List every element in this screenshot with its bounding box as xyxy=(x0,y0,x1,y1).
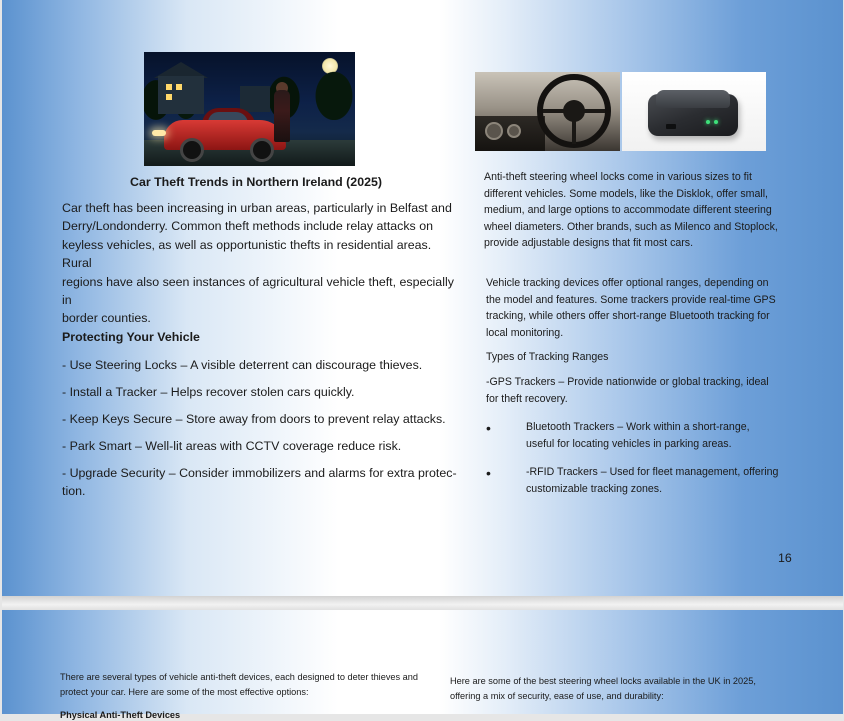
intro-paragraph xyxy=(62,199,462,328)
text-line: border counties. xyxy=(62,311,151,326)
page-divider xyxy=(2,596,843,610)
status-led xyxy=(714,120,718,124)
tracker-top xyxy=(656,90,730,108)
gauge xyxy=(485,122,503,140)
car-wheel xyxy=(180,138,204,162)
steering-wheel-image xyxy=(475,72,620,151)
lit-window xyxy=(176,84,182,90)
status-led xyxy=(706,120,710,124)
devices-intro xyxy=(60,670,440,701)
text-line: Derry/Londonderry. Common theft methods include relay attacks on xyxy=(62,219,433,234)
locks-paragraph xyxy=(484,169,784,252)
text-line: Car theft has been increasing in urban areas, particularly in Belfast and xyxy=(62,201,452,215)
gauge xyxy=(507,124,521,138)
tip-item: - Use Steering Locks – A visible deterrent can discourage thieves. xyxy=(62,358,423,372)
page-16 xyxy=(2,0,843,596)
house xyxy=(158,76,204,114)
cut-off-heading: Physical Anti-Theft Devices xyxy=(60,710,181,720)
text-line: the model and features. Some trackers provide real-time GPS xyxy=(486,293,776,306)
text-line: useful for locating vehicles in parking areas. xyxy=(526,437,732,450)
text-line: -RFID Trackers – Used for fleet management, offering xyxy=(526,466,779,478)
text-line: local monitoring. xyxy=(486,326,564,339)
text-line: tion. xyxy=(62,484,86,499)
text-line: -GPS Trackers – Provide nationwide or global tracking, ideal xyxy=(486,376,769,388)
rfid-item xyxy=(526,464,786,497)
text-line: tracking, while others offer short-range Bluetooth tracking for xyxy=(486,310,770,323)
text-line: medium, and large options to accommodate different steering xyxy=(484,204,772,217)
text-line: protect your car. Here are some of the most effective options: xyxy=(60,687,309,698)
tip-item xyxy=(62,464,462,501)
text-line: regions have also seen instances of agricultural vehicle theft, especially in xyxy=(62,274,454,308)
protect-heading: Protecting Your Vehicle xyxy=(62,330,200,344)
ranges-heading: Types of Tracking Ranges xyxy=(486,351,609,363)
text-line: offering a mix of security, ease of use, and durability: xyxy=(450,691,664,702)
tip-item: - Install a Tracker – Helps recover stolen cars quickly. xyxy=(62,385,355,399)
text-line: Here are some of the best steering wheel locks available in the UK in 2025, xyxy=(450,676,756,686)
usb-port xyxy=(666,124,676,129)
lit-window xyxy=(166,84,172,90)
thief-figure xyxy=(274,90,290,142)
bullet-icon: • xyxy=(486,465,491,481)
wheel-hub xyxy=(563,100,585,122)
lit-window xyxy=(166,94,172,100)
tip-item: - Park Smart – Well-lit areas with CCTV coverage reduce risk. xyxy=(62,439,402,453)
text-line: provide adjustable designs that fit most cars. xyxy=(484,237,694,250)
bluetooth-item xyxy=(526,419,786,452)
tracking-paragraph xyxy=(486,275,786,341)
text-line: Bluetooth Trackers – Work within a short-range, xyxy=(526,421,750,433)
locks-intro xyxy=(450,674,810,705)
tip-item: - Keep Keys Secure – Store away from doors to prevent relay attacks. xyxy=(62,412,446,426)
text-line: customizable tracking zones. xyxy=(526,482,663,495)
text-line: There are several types of vehicle anti-theft devices, each designed to deter thieves and xyxy=(60,672,419,682)
text-line: wheel diameters. Other brands, such as Milenco and Stoplock, xyxy=(484,220,778,233)
house xyxy=(240,86,270,112)
bullet-icon: • xyxy=(486,420,491,436)
text-line: - Upgrade Security – Consider immobilizers and alarms for extra protec- xyxy=(62,466,457,480)
headlight xyxy=(152,130,166,136)
text-line: keyless vehicles, as well as opportunistic thefts in residential areas. Rural xyxy=(62,237,432,271)
car-theft-night-image xyxy=(144,52,355,166)
tracker-device-image xyxy=(622,72,766,151)
text-line: different vehicles. Some models, like the Disklok, offer small, xyxy=(484,187,768,200)
text-line: for theft recovery. xyxy=(486,392,568,405)
page-number: 16 xyxy=(778,551,792,565)
text-line: Anti-theft steering wheel locks come in various sizes to fit xyxy=(484,171,752,183)
text-line: Vehicle tracking devices offer optional ranges, depending on xyxy=(486,277,769,289)
car-wheel xyxy=(250,138,274,162)
page-17 xyxy=(2,610,843,720)
image-caption: Car Theft Trends in Northern Ireland (2025) xyxy=(130,175,382,189)
gps-item xyxy=(486,374,786,407)
